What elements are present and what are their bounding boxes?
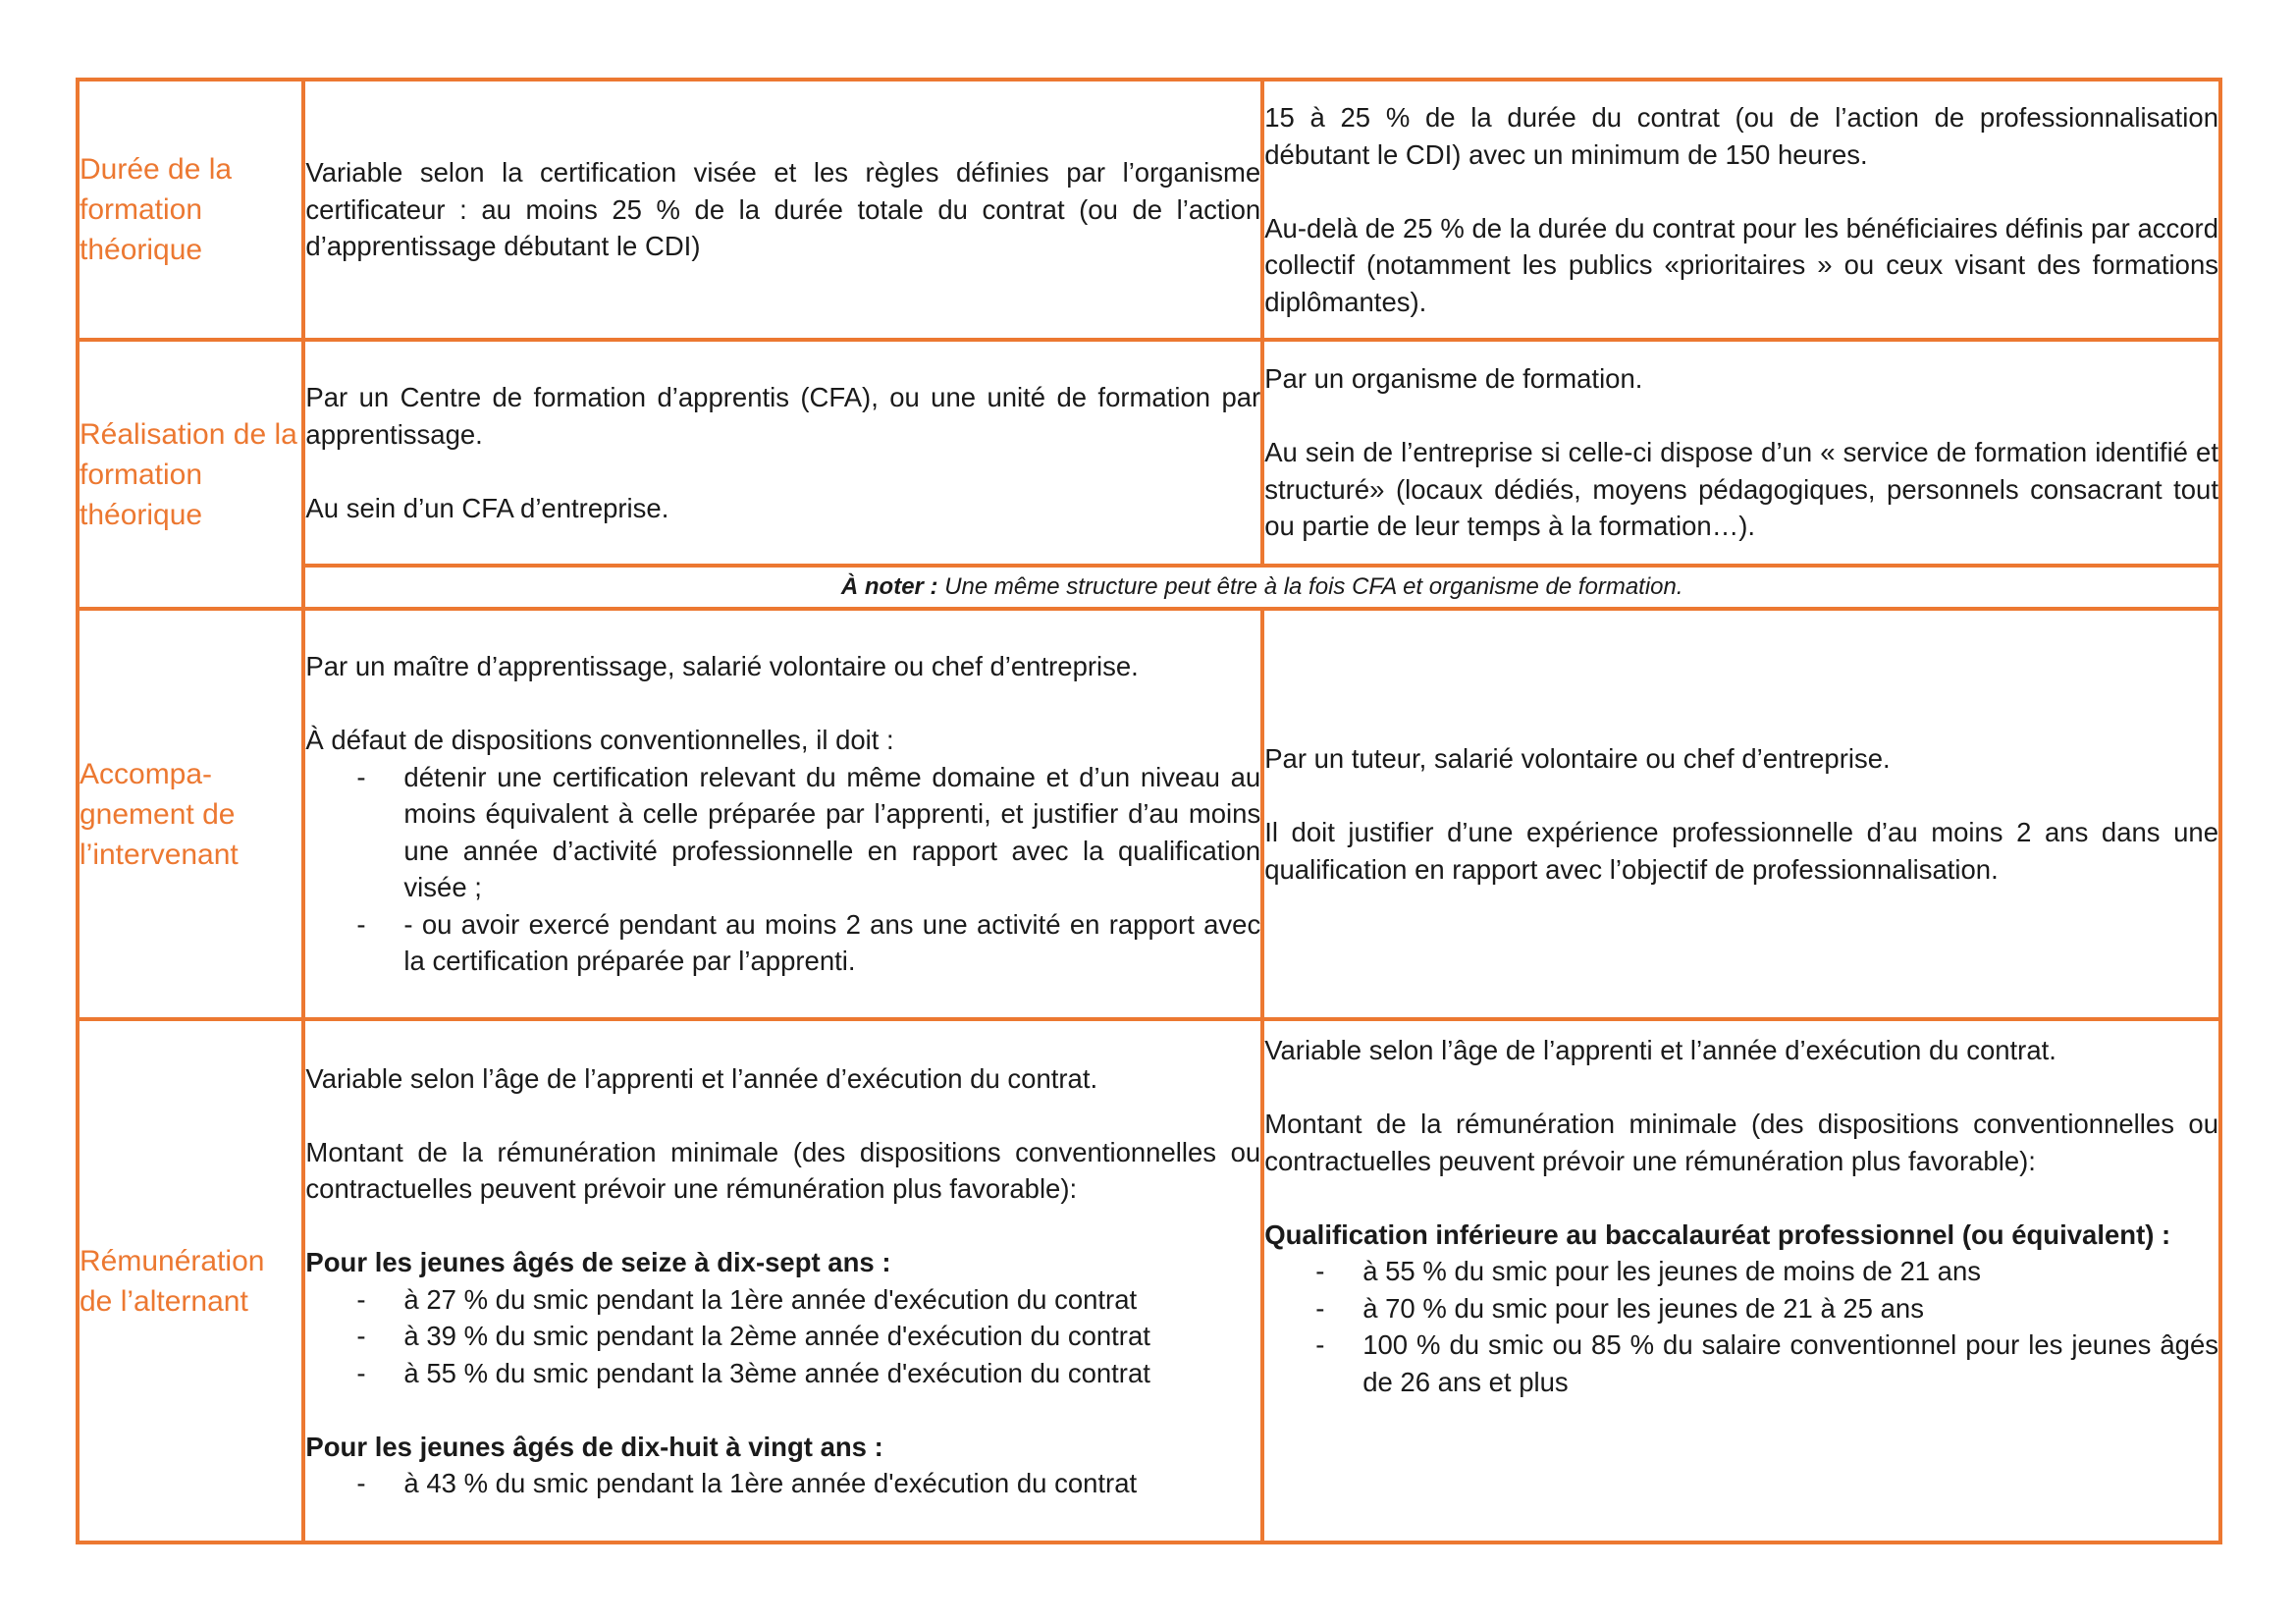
bullet-dash: - [1315,1292,1325,1324]
bullet-dash: - [356,908,366,940]
bullet-dash: - [356,1283,366,1315]
list-item-text: à 55 % du smic pour les jeunes de moins de 21 ans [1362,1256,1982,1286]
professionnalisation-accompagnement-text-1: Par un tuteur, salarié volontaire ou chef d’entreprise. [1264,743,1891,774]
professionnalisation-accompagnement-text-2: Il doit justifier d’une expérience professionnelle d’au moins 2 ans dans une qualification en rapport avec l’objectif de professionnalisation. [1264,817,2218,885]
bullet-dash: - [356,1468,366,1498]
table-row-note [78,566,2220,609]
professionnalisation-realisation-text-1: Par un organisme de formation. [1264,363,1643,395]
note-prefix: À noter : [840,573,938,600]
apprentissage-accompagnement-lead: À défaut de dispositions conventionnelles, il doit : [305,725,894,756]
apprentissage-group1-title: Pour les jeunes âgés de seize à dix-sept ans : [305,1247,891,1277]
table-row-accompagnement [78,609,2220,1019]
list-item [305,1318,1260,1355]
note-cell [303,566,2220,609]
apprentissage-realisation-cell [303,340,1262,566]
apprentissage-group1-list [305,1281,1260,1392]
apprentissage-accompagnement-cell [303,609,1262,1019]
list-item [305,759,1260,906]
list-item-text: à 55 % du smic pendant la 3ème année d'exécution du contrat [403,1357,1150,1388]
professionnalisation-accompagnement-cell [1262,609,2220,1019]
apprentissage-accompagnement-intro: Par un maître d’apprentissage, salarié volontaire ou chef d’entreprise. [305,651,1139,682]
apprentissage-realisation-text-2: Au sein d’un CFA d’entreprise. [305,492,669,523]
list-item-text: à 27 % du smic pendant la 1ère année d'exécution du contrat [403,1283,1138,1315]
list-item-text: à 43 % du smic pendant la 1ère année d'exécution du contrat [403,1468,1138,1498]
list-item [1264,1290,2218,1327]
apprentissage-duree-text: Variable selon la certification visée et les règles définies par l’organisme certificateur : au moins 25 % de la durée totale du contrat (ou de l’action d’apprentissage débutant le CDI) [305,157,1261,262]
row-label-realisation: Réalisation de la formation théorique [78,340,303,609]
list-item [1264,1253,2218,1290]
comparison-table-page [76,78,2222,1541]
professionnalisation-duree-text-2: Au-delà de 25 % de la durée du contrat pour les bénéficiaires définis par accord collectif (notamment les publics «prioritaires » ou ceux visant des formations diplômantes). [1264,212,2218,317]
table-row-realisation [78,340,2220,566]
apprentissage-remuneration-intro: Variable selon l’âge de l’apprenti et l’année d’exécution du contrat. [305,1062,1098,1094]
row-label-accompagnement: Accompa-gnement de l’intervenant [78,609,303,1019]
list-item [305,906,1260,980]
row-label-duree: Durée de la formation théorique [78,80,303,340]
apprentissage-duree-cell [303,80,1262,340]
list-item-text: à 39 % du smic pendant la 2ème année d'exécution du contrat [403,1321,1150,1351]
row-label-remuneration: Rémunération de l’alternant [78,1019,303,1543]
bullet-dash: - [356,1321,366,1351]
professionnalisation-remuneration-cell [1262,1019,2220,1543]
professionnalisation-realisation-text-2: Au sein de l’entreprise si celle-ci dispose d’un « service de formation identifié et structuré» (locaux dédiés, moyens pédagogiques, personnels consacrant tout ou partie de leur temps à la formation…). [1264,437,2218,542]
apprentissage-realisation-text-1: Par un Centre de formation d’apprentis (CFA), ou une unité de formation par apprentissage. [305,382,1261,450]
bullet-dash: - [1315,1329,1325,1360]
professionnalisation-realisation-cell [1262,340,2220,566]
professionnalisation-group-title: Qualification inférieure au baccalauréat professionnel (ou équivalent) : [1264,1218,2171,1250]
list-item [1264,1326,2218,1400]
professionnalisation-duree-text-1: 15 à 25 % de la durée du contrat (ou de l’action de professionnalisation débutant le CDI) avec un minimum de 150 heures. [1264,102,2218,170]
apprentissage-group2-title: Pour les jeunes âgés de dix-huit à vingt ans : [305,1431,883,1462]
apprentissage-group2-list [305,1465,1260,1502]
list-item-text: détenir une certification relevant du même domaine et d’un niveau au moins équivalent à celle préparée par l’apprenti, et justifier d’au moins une année d’activité professionnelle en rapport avec la qualification visée ; [403,761,1261,903]
apprentissage-accompagnement-list [305,759,1260,980]
apprentissage-remuneration-amount: Montant de la rémunération minimale (des dispositions conventionnelles ou contractuelles peuvent prévoir une rémunération plus favorable): [305,1136,1261,1204]
list-item-text: - ou avoir exercé pendant au moins 2 ans une activité en rapport avec la certification préparée par l’apprenti. [403,908,1261,977]
list-item-text: 100 % du smic ou 85 % du salaire conventionnel pour les jeunes âgés de 26 ans et plus [1362,1329,2218,1397]
apprentissage-remuneration-cell [303,1019,1262,1543]
bullet-dash: - [356,1357,366,1388]
table-row-remuneration [78,1019,2220,1543]
professionnalisation-remuneration-intro: Variable selon l’âge de l’apprenti et l’année d’exécution du contrat. [1264,1035,2056,1065]
note-text: Une même structure peut être à la fois CFA et organisme de formation. [937,573,1683,600]
bullet-dash: - [356,761,366,792]
list-item [305,1355,1260,1392]
professionnalisation-duree-cell [1262,80,2220,340]
comparison-table [76,78,2222,1544]
list-item [305,1465,1260,1502]
list-item [305,1281,1260,1319]
professionnalisation-remuneration-list [1264,1253,2218,1400]
list-item-text: à 70 % du smic pour les jeunes de 21 à 25 ans [1362,1292,1924,1324]
table-row-duree [78,80,2220,340]
professionnalisation-remuneration-amount: Montant de la rémunération minimale (des dispositions conventionnelles ou contractuelles peuvent prévoir une rémunération plus favorable): [1264,1109,2218,1176]
bullet-dash: - [1315,1256,1325,1286]
